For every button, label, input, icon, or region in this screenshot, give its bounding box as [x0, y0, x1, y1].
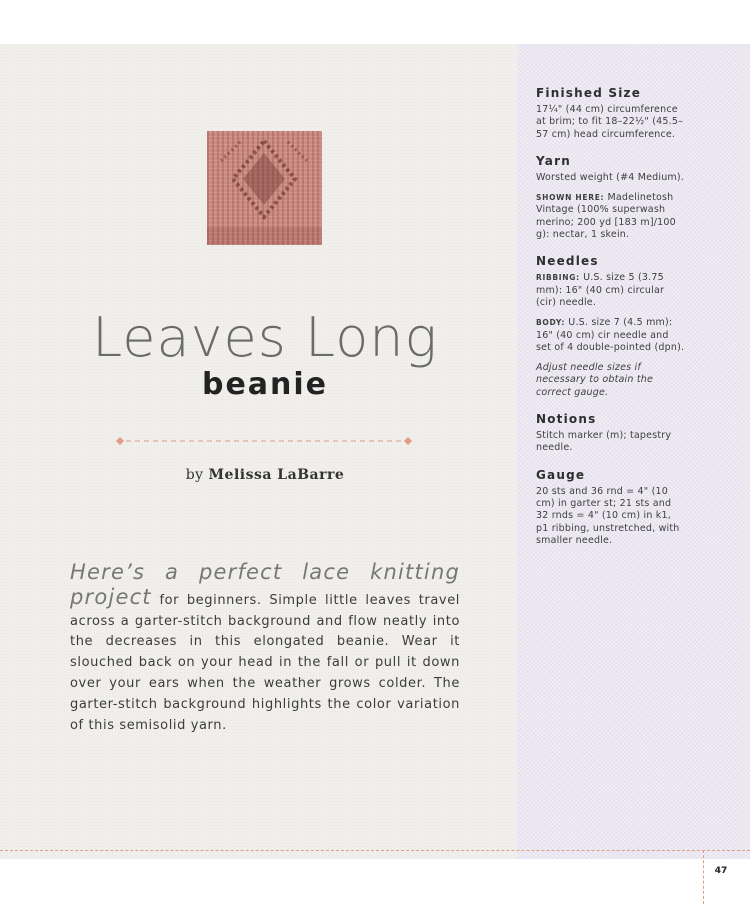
- ribbing-text: U.S. size 5 (3.75 mm): 16" (40 cm) circular (cir) needle.: [536, 272, 665, 308]
- pattern-title: Leaves Long: [92, 306, 438, 369]
- finished-size-section: [536, 86, 686, 141]
- needles-note: Adjust needle sizes if necessary to obtain the correct gauge.: [536, 362, 654, 398]
- notions-heading: Notions: [536, 412, 597, 427]
- notions-text: Stitch marker (m); tapestry needle.: [536, 430, 672, 454]
- needles-ribbing: [536, 272, 686, 309]
- knit-swatch-photo: [207, 131, 322, 245]
- yarn-section: [536, 154, 686, 241]
- gauge-heading: Gauge: [536, 467, 586, 482]
- intro-lead: Here’s a perfect lace knitting project: [70, 560, 460, 609]
- shown-here-label: SHOWN HERE:: [536, 193, 605, 203]
- notions-section: [536, 412, 686, 455]
- page-number: 47: [714, 866, 728, 876]
- yarn-shown-here: [536, 192, 686, 241]
- byline-prefix: by: [185, 467, 204, 483]
- footer-dashed-rule: [0, 850, 750, 851]
- body-text: U.S. size 7 (4.5 mm): 16" (40 cm) cir needle and set of 4 double-pointed (dpn).: [536, 317, 685, 353]
- finished-size-heading: Finished Size: [536, 86, 642, 100]
- shown-here-text: Madelinetosh Vintage (100% superwash merino; 200 yd [183 m]/100 g): nectar, 1 skein.: [536, 192, 676, 241]
- intro-body: for beginners. Simple little leaves travel across a garter-stitch background and flow neatly into the decreases in this elongated beanie. Wear it slouched back on your head in the fall or pull it down over your ears when the weather grows colder. The garter-stitch background highlights the color variation of this semisolid yarn.: [70, 592, 461, 733]
- byline: [0, 467, 530, 483]
- page-number-divider: [703, 850, 704, 904]
- needles-section: [536, 254, 686, 399]
- needles-heading: Needles: [536, 254, 599, 269]
- gauge-section: [536, 468, 686, 547]
- yarn-weight-text: Worsted weight (#4 Medium).: [536, 171, 685, 183]
- ribbing-label: RIBBING:: [536, 273, 580, 283]
- pattern-info: [536, 86, 686, 560]
- divider-ornament: [114, 435, 414, 447]
- pattern-subtitle: beanie: [201, 367, 329, 402]
- finished-size-text: 17¼" (44 cm) circumference at brim; to fit 18–22½" (45.5–57 cm) head circumference.: [536, 104, 684, 140]
- yarn-heading: Yarn: [536, 153, 571, 168]
- intro-paragraph: [70, 562, 460, 736]
- gauge-text: 20 sts and 36 rnd = 4" (10 cm) in garter st; 21 sts and 32 rnds = 4" (10 cm) in k1, p1 ribbing, unstretched, with smaller needle.: [536, 485, 680, 546]
- author-name: Melissa LaBarre: [208, 467, 345, 483]
- needles-body: [536, 317, 686, 354]
- body-label: BODY:: [536, 318, 566, 328]
